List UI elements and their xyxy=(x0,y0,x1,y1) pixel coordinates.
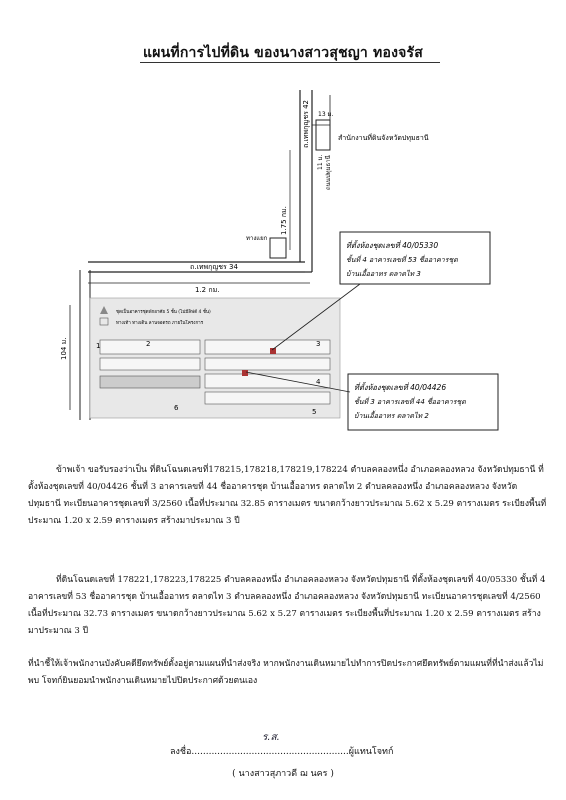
page-title: แผนที่การไปที่ดิน ของนางสาวสุชญา ทองจรัส xyxy=(143,45,423,61)
top-distance-label: 13 ม. xyxy=(318,111,334,118)
block-label-4: 4 xyxy=(316,378,321,386)
callout-bottom-line-3: บ้านเอื้ออาทร ตลาดไท 2 xyxy=(354,412,429,420)
paragraph-land-1 xyxy=(28,462,548,530)
callout-top-line-1: ที่ตั้งห้องชุดเลขที่ 40/05330 xyxy=(346,241,439,250)
land-office-label: สำนักงานที่ดินจังหวัดปทุมธานี xyxy=(338,134,429,142)
site-plan xyxy=(90,298,340,418)
block-label-3: 3 xyxy=(316,340,321,348)
land-office xyxy=(312,95,330,150)
horizontal-distance-label: 1.2 กม. xyxy=(195,286,220,294)
block-label-5: 5 xyxy=(312,408,317,416)
vertical-road-label: ถ.เทพกุญชร 42 xyxy=(302,100,310,148)
block-label-6: 6 xyxy=(174,404,179,412)
vertical-distance-label: 1.75 กม. xyxy=(280,206,288,235)
left-distance-label: 104 ม. xyxy=(60,337,68,360)
signature-line-text: ลงชื่อ.......................................................ผู้แทนโจทก์ xyxy=(170,747,394,757)
callout-top-line-2: ชั้นที่ 4 อาคารเลขที่ 53 ชื่ออาคารชุด xyxy=(346,256,458,264)
signature-handwritten: ร.ส. xyxy=(262,732,280,743)
junction-label: ทางแยก xyxy=(246,235,268,242)
junction-building xyxy=(270,238,286,258)
paragraph-land-1-text: ข้าพเจ้า ขอรับรองว่าเป็น ที่ดินโฉนดเลขที่178215,178218,178219,178224 ตำบลคลองหนึ่ง อำเภอคลองหลวง จังหวัดปทุมธานี ที่ตั้งห้องชุดเลขที่ 40/04426 ชั้นที่ 3 อาคารเลขที่ 44 ชื่ออาคารชุด บ้านเอื้ออาทร ตลาดไท 2 ตำบลคลองหนึ่ง อำเภอคลองหลวง จังหวัดปทุมธานี ทะเบียนอาคารชุดเลขที่ 3/2560 เนื้อที่ประมาณ 32.85 ตารางเมตร ขนาดกว้างยาวประมาณ 5.62 x 5.29 ตารางเมตร ระเบียงพื้นที่ประมาณ 1.20 x 2.59 ตารางเมตร สร้างมาประมาณ 3 ปี xyxy=(28,465,547,526)
callout-bottom-line-2: ชั้นที่ 3 อาคารเลขที่ 44 ชื่ออาคารชุด xyxy=(354,398,466,406)
legend-item-2: ทางเท้า ทางเดิน ลานจอดรถ ภายในโครงการ xyxy=(116,321,204,326)
signature-line xyxy=(170,744,393,758)
callout-top-line-3: บ้านเอื้ออาทร ตลาดไท 3 xyxy=(346,270,421,278)
signatory-name: ( นางสาวสุภาวดี ฌ นคร ) xyxy=(232,769,334,779)
block-label-1: 1 xyxy=(96,342,101,350)
paragraph-land-2-text: ที่ดินโฉนดเลขที่ 178221,178223,178225 ตำบลคลองหนึ่ง อำเภอคลองหลวง จังหวัดปทุมธานี ที่ตั้งห้องชุดเลขที่ 40/05330 ชั้นที่ 4 อาคารเลขที่ 53 ชื่ออาคารชุด บ้านเอื้ออาทร ตลาดไท 3 ตำบลคลองหนึ่ง อำเภอคลองหลวง จังหวัดปทุมธานี ทะเบียนอาคารชุดเลขที่ 4/2560 เนื้อที่ประมาณ 32.73 ตารางเมตร ขนาดกว้างยาวประมาณ 5.62 x 5.27 ตารางเมตร ระเบียงพื้นที่ประมาณ 1.20 x 2.59 ตารางเมตร สร้างมาประมาณ 3 ปี xyxy=(28,575,546,636)
paragraph-statement-text: ที่นำชี้ให้เจ้าพนักงานบังคับคดียึดทรัพย์ตั้งอยู่ตามแผนที่นำส่งจริง หากพนักงานเดินหมายไปทำการปิดประกาศยึดทรัพย์ตามแผนที่ที่นำส่งแล้วไม่พบ โจทก์ยินยอมนำพนักงานเดินหมายไปปิดประกาศด้วยตนเอง xyxy=(28,659,544,686)
side-distance-label: 11 ม. xyxy=(317,154,324,170)
paragraph-statement xyxy=(28,656,548,690)
road-side-label: ถนนปทุมธานี xyxy=(325,155,332,190)
legend-item-1: ชุดเป็นอาคารชุดพักอาศัย 5 ชั้น (ไม่มีลิฟต์ 4 ชั้น) xyxy=(116,310,211,315)
target-marker-bottom xyxy=(242,370,248,376)
callout-bottom-line-1: ที่ตั้งห้องชุดเลขที่ 40/04426 xyxy=(354,383,447,392)
paragraph-land-2 xyxy=(28,572,548,640)
horizontal-road-label: ถ.เทพกุญชร 34 xyxy=(190,263,238,271)
block-label-2: 2 xyxy=(146,340,151,348)
